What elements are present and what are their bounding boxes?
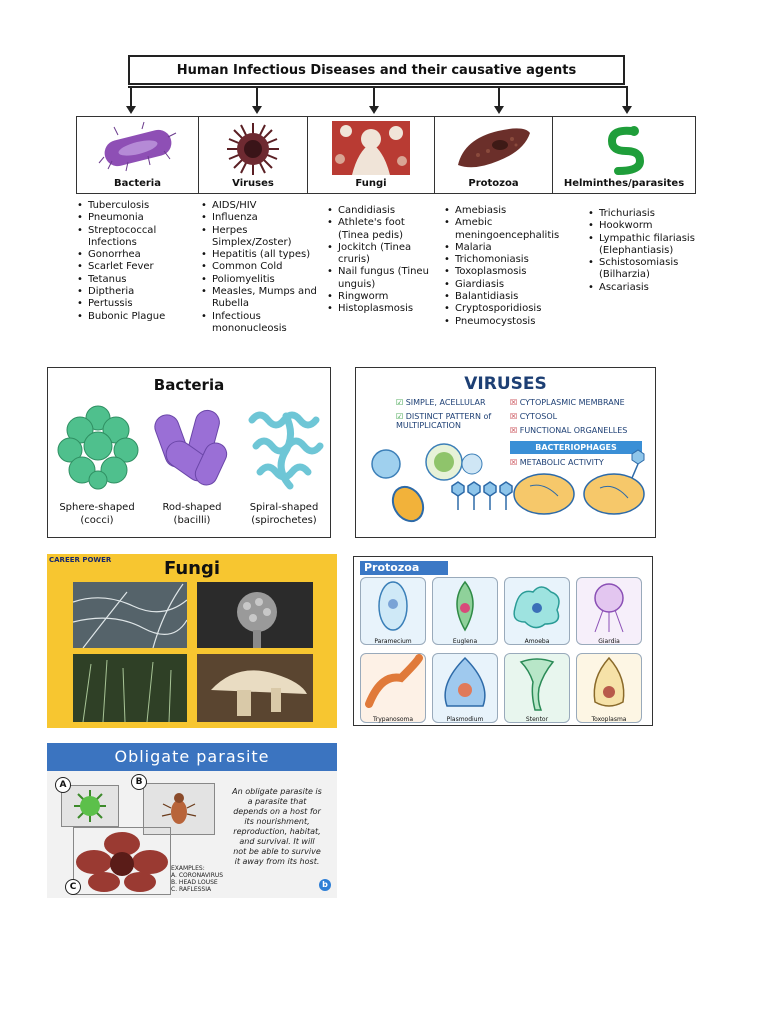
- list-item: • Hepatitis (all types): [200, 249, 320, 261]
- stentor-image: [505, 654, 569, 712]
- protozoa-disease-list: [443, 205, 575, 328]
- list-item: • Athlete's foot (Tinea pedis): [326, 217, 438, 242]
- category-fungi: [308, 117, 435, 193]
- cross-label: METABOLIC ACTIVITY: [519, 458, 604, 467]
- protozoa-card: [432, 653, 498, 723]
- protozoa-label: Stentor: [525, 716, 549, 723]
- description-text: An obligate parasite is a parasite that depends on a host for its nourishment, reproduction, habitat, and survival. It will not be able to survive it away from its host.: [232, 787, 322, 866]
- protozoa-label: Plasmodium: [446, 716, 484, 723]
- arrow-down-icon: [126, 106, 136, 114]
- amoeba-image: [505, 578, 569, 634]
- shape-sublabel: (cocci): [80, 515, 114, 526]
- cross-icon: ☒: [510, 426, 518, 435]
- connector-line: [130, 86, 132, 108]
- list-item: • Giardiasis: [443, 279, 575, 291]
- category-label: Protozoa: [468, 178, 519, 189]
- panel-title: VIRUSES: [464, 374, 547, 394]
- protozoa-image: [454, 121, 534, 175]
- cross-item: [510, 412, 557, 421]
- arrow-down-icon: [622, 106, 632, 114]
- list-item: • Common Cold: [200, 261, 320, 273]
- shape-sublabel: (spirochetes): [251, 515, 317, 526]
- list-item: • Diptheria: [76, 286, 194, 298]
- category-label: Bacteria: [114, 178, 161, 189]
- virus-disease-list: [200, 200, 320, 335]
- check-item: [396, 412, 506, 430]
- protozoa-card: [504, 577, 570, 645]
- list-item: • Cryptosporidiosis: [443, 303, 575, 315]
- virus-image: [223, 121, 283, 177]
- cocci-image: [56, 404, 140, 490]
- list-item: • Tuberculosis: [76, 200, 194, 212]
- category-protozoa: [435, 117, 553, 193]
- list-item: • Poliomyelitis: [200, 274, 320, 286]
- helminth-image: [594, 121, 654, 177]
- category-label: Viruses: [232, 178, 274, 189]
- spirochete-image: [246, 406, 326, 490]
- example-frame-a: [61, 785, 119, 827]
- list-item: • Histoplasmosis: [326, 303, 438, 315]
- list-item: • Measles, Mumps and Rubella: [200, 286, 320, 311]
- rafflesia-image: [74, 828, 170, 894]
- bacteriophages-banner: BACTERIOPHAGES: [510, 441, 642, 454]
- shape-label: Rod-shaped: [162, 502, 222, 513]
- examples-title: EXAMPLES:: [171, 865, 205, 872]
- bacteria-disease-list: [76, 200, 194, 323]
- protozoa-card: [576, 653, 642, 723]
- fungi-photo-mushroom: [197, 654, 313, 722]
- category-label: Fungi: [355, 178, 387, 189]
- giardia-image: [577, 578, 641, 634]
- fungi-photo-spores: [197, 582, 313, 648]
- virus-illustrations: [364, 442, 654, 534]
- bacilli-image: [152, 406, 230, 490]
- bacterium-image: [98, 121, 178, 175]
- list-item: • Amebic meningoencephalitis: [443, 217, 575, 242]
- fungi-photo-mycelium: [73, 654, 187, 722]
- list-item: • Herpes Simplex/Zoster): [200, 225, 320, 250]
- protozoa-card: [576, 577, 642, 645]
- list-item: • Streptococcal Infections: [76, 225, 194, 250]
- protozoa-label: Trypanosoma: [372, 716, 414, 723]
- euglena-image: [433, 578, 497, 634]
- protozoa-card: [360, 653, 426, 723]
- list-item: • Schistosomiasis (Bilharzia): [587, 257, 699, 282]
- connector-line: [128, 86, 628, 88]
- list-item: • Ascariasis: [587, 282, 699, 294]
- check-label: SIMPLE, ACELLULAR: [405, 398, 486, 407]
- list-item: • Gonorrhea: [76, 249, 194, 261]
- paramecium-image: [361, 578, 425, 634]
- cross-item: [510, 426, 627, 435]
- check-item: [396, 398, 486, 407]
- list-item: • Pneumonia: [76, 212, 194, 224]
- cross-item: [510, 398, 625, 407]
- connector-line: [373, 86, 375, 108]
- panel-title: Fungi: [163, 558, 221, 579]
- arrow-down-icon: [494, 106, 504, 114]
- panel-title: Obligate parasite: [47, 743, 337, 771]
- coronavirus-image: [62, 786, 118, 826]
- cross-icon: ☒: [510, 458, 518, 467]
- list-item: • Trichomoniasis: [443, 254, 575, 266]
- arrow-down-icon: [252, 106, 262, 114]
- check-icon: ☑: [396, 412, 404, 421]
- list-item: • Amebiasis: [443, 205, 575, 217]
- list-item: • Pneumocystosis: [443, 316, 575, 328]
- category-helminthes: [553, 117, 695, 193]
- example-frame-c: [73, 827, 171, 895]
- list-item: • Lympathic filariasis (Elephantiasis): [587, 233, 699, 258]
- list-item: • Hookworm: [587, 220, 699, 232]
- list-item: • Toxoplasmosis: [443, 266, 575, 278]
- list-item: • Candidiasis: [326, 205, 438, 217]
- panel-title: Bacteria: [153, 376, 225, 394]
- fungi-image: [332, 121, 410, 175]
- examples-list: [171, 865, 223, 893]
- fungi-disease-list: [326, 205, 438, 316]
- list-item: • Balantidiasis: [443, 291, 575, 303]
- list-item: • AIDS/HIV: [200, 200, 320, 212]
- protozoa-label: Paramecium: [374, 638, 412, 645]
- marker-b: B: [131, 774, 147, 790]
- marker-c: C: [65, 879, 81, 895]
- shape-label: Sphere-shaped: [59, 502, 135, 513]
- brand-logo: CAREER POWER: [49, 556, 112, 564]
- list-item: • Nail fungus (Tineu unguis): [326, 266, 438, 291]
- list-item: • Pertussis: [76, 298, 194, 310]
- list-item: • Malaria: [443, 242, 575, 254]
- cross-icon: ☒: [510, 412, 518, 421]
- protozoa-label: Amoeba: [524, 638, 550, 645]
- list-item: • Tetanus: [76, 274, 194, 286]
- protozoa-card: [432, 577, 498, 645]
- cross-icon: ☒: [510, 398, 518, 407]
- category-table: [76, 116, 696, 194]
- trypanosoma-image: [361, 654, 425, 712]
- protozoa-panel: [353, 556, 653, 726]
- protozoa-label: Giardia: [598, 638, 620, 645]
- bacteria-shapes-panel: [47, 367, 331, 538]
- check-label: DISTINCT PATTERN of MULTIPLICATION: [396, 412, 492, 430]
- protozoa-card: [504, 653, 570, 723]
- helminth-disease-list: [587, 208, 699, 294]
- example-item: B. HEAD LOUSE: [171, 879, 218, 886]
- connector-line: [256, 86, 258, 108]
- toxoplasma-image: [577, 654, 641, 712]
- list-item: • Infectious mononucleosis: [200, 311, 320, 336]
- protozoa-label: Euglena: [452, 638, 478, 645]
- list-item: • Ringworm: [326, 291, 438, 303]
- list-item: • Scarlet Fever: [76, 261, 194, 273]
- category-viruses: [199, 117, 308, 193]
- list-item: • Trichuriasis: [587, 208, 699, 220]
- cross-label: CYTOPLASMIC MEMBRANE: [519, 398, 625, 407]
- list-item: • Jockitch (Tinea cruris): [326, 242, 438, 267]
- cross-label: CYTOSOL: [519, 412, 558, 421]
- panel-title: Protozoa: [360, 561, 448, 575]
- check-icon: ☑: [396, 398, 404, 407]
- connector-line: [626, 86, 628, 108]
- diagram-title: Human Infectious Diseases and their causative agents: [128, 55, 625, 85]
- connector-line: [498, 86, 500, 108]
- marker-a: A: [55, 777, 71, 793]
- list-item: • Bubonic Plague: [76, 311, 194, 323]
- obligate-parasite-panel: [47, 743, 337, 898]
- example-item: C. RAFLESSIA: [171, 886, 212, 893]
- protozoa-label: Toxoplasma: [591, 716, 627, 723]
- arrow-down-icon: [369, 106, 379, 114]
- fungi-panel: [47, 554, 337, 728]
- plasmodium-image: [433, 654, 497, 712]
- example-item: A. CORONAVIRUS: [171, 872, 224, 879]
- protozoa-card: [360, 577, 426, 645]
- fungi-photo-mold: [73, 582, 187, 648]
- list-item: • Influenza: [200, 212, 320, 224]
- shape-sublabel: (bacilli): [173, 515, 211, 526]
- shape-label: Spiral-shaped: [249, 502, 319, 513]
- logo-icon: b: [319, 879, 331, 891]
- viruses-panel: [355, 367, 656, 538]
- cross-label: FUNCTIONAL ORGANELLES: [519, 426, 628, 435]
- category-bacteria: [77, 117, 199, 193]
- category-label: Helminthes/parasites: [563, 178, 685, 189]
